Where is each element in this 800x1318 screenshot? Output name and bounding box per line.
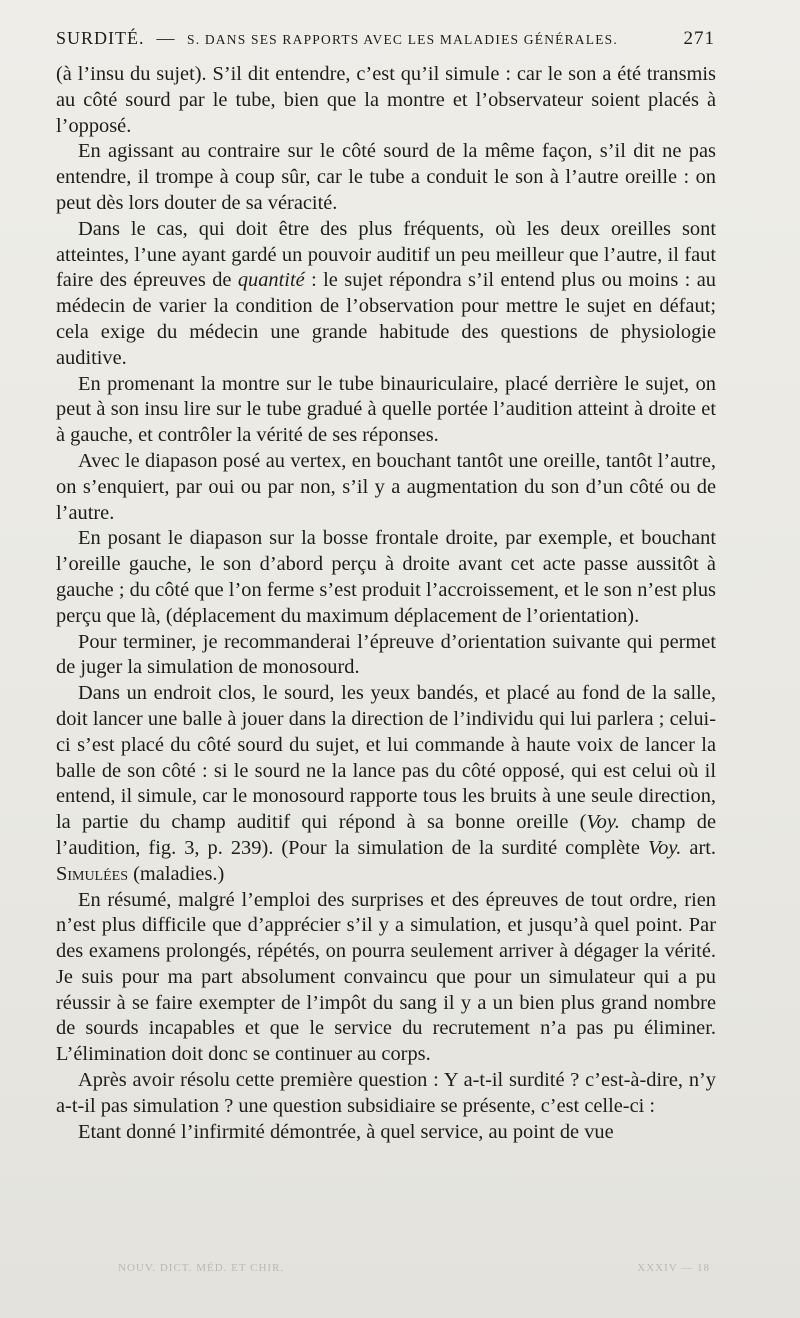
paragraph-8-text-c: art. — [681, 836, 716, 859]
paragraph-8-text-a: Dans un endroit clos, le sourd, les yeux bandés, et placé au fond de la salle, doit lancer une balle à jouer dans la direction de l’individu qui lui parlera ; celui-ci s’est placé du côté sourd du sujet, et lui commande à haute voix de lancer la balle de son côté : si le sourd ne la lance pas du côté opposé, qui est celui où il entend, il simule, car le monosourd rapporte tous les bruits à une seule direction, la partie du champ auditif qui répond à sa bonne oreille ( — [56, 682, 716, 834]
footer-left: NOUV. DICT. MÉD. ET CHIR. — [118, 1262, 285, 1274]
paragraph-4: En promenant la montre sur le tube binauriculaire, placé derrière le sujet, on peut à son insu lire sur le tube gradué à quelle portée l’audition atteint à droite et à gauche, et contrôler la vérité de ses réponses. — [56, 372, 716, 447]
paragraph-2: En agissant au contraire sur le côté sourd de la même façon, s’il dit ne pas entendre, il trompe à coup sûr, car le tube a conduit le son à l’autre oreille : on peut dès lors douter de sa véracité. — [56, 140, 716, 214]
paragraph-5: Avec le diapason posé au vertex, en bouchant tantôt une oreille, tantôt l’autre, on s’enquiert, par oui ou par non, s’il y a augmentation du son d’un côté ou de l’autre. — [56, 449, 716, 524]
paragraph-3 — [56, 217, 716, 372]
paragraph-3-emphasis: quantité — [237, 269, 305, 292]
paragraph-3-text-b: : le sujet répondra s’il entend plus ou moins : au médecin de varier la condition de l’observation pour mettre le sujet en défaut; cela exige du médecin une grande habitude des questions de physiologie auditive. — [56, 269, 716, 369]
running-head-subtitle: S. DANS SES RAPPORTS AVEC LES MALADIES GÉNÉRALES. — [187, 32, 618, 47]
footer-right: XXXIV — 18 — [637, 1262, 710, 1274]
paragraph-6: En posant le diapason sur la bosse frontale droite, par exemple, et bouchant l’oreille gauche, le son d’abord perçu à droite avant cet acte passe aussitôt à gauche ; du côté que l’on ferme s’est produit l’accroissement, et le son n’est plus perçu que là, (déplacement du maximum déplacement de l’orientation). — [56, 527, 716, 627]
paragraph-10: Après avoir résolu cette première question : Y a-t-il surdité ? c’est-à-dire, n’y a-t-il pas simulation ? une question subsidiaire se présente, c’est celle-ci : — [56, 1069, 716, 1117]
paragraph-8 — [56, 681, 716, 887]
paragraph-7: Pour terminer, je recommanderai l’épreuve d’orientation suivante qui permet de juger la simulation de monosourd. — [56, 630, 716, 679]
running-head-title: SURDITÉ. — [56, 28, 145, 48]
paragraph-3-text-a: Dans le cas, qui doit être des plus fréquents, où les deux oreilles sont atteintes, l’une ayant gardé un pouvoir auditif un peu meilleur que l’autre, il faut faire des épreuves de — [56, 217, 716, 292]
paragraph-1: (à l’insu du sujet). S’il dit entendre, c’est qu’il simule : car le son a été transmis au côté sourd par le tube, bien que la montre et l’observateur soient placés à l’opposé. — [56, 63, 716, 137]
paragraph-8-emphasis-voy-2: Voy. — [647, 836, 682, 859]
page-number: 271 — [683, 28, 715, 49]
body-text — [56, 62, 716, 1145]
paragraph-9: En résumé, malgré l’emploi des surprises et des épreuves de tout ordre, rien n’est plus difficile que d’apprécier s’il y a simulation, et jusqu’à quel point. Par des examens prolongés, répétés, on pourra seulement arriver à dégager la vérité. Je suis pour ma part absolument convaincu que pour un simulateur qui a pu réussir à se faire exempter de l’impôt du sang il y a un bien plus grand nombre de sourds incapables et que le service du recrutement n’a pas pu éliminer. L’élimination doit donc se continuer au corps. — [56, 888, 716, 1066]
paragraph-8-text-b: champ de l’audition, fig. 3, p. 239). (Pour la simulation de la surdité complète — [56, 811, 717, 859]
paragraph-8-small-caps: Simulées — [56, 862, 129, 885]
paragraph-8-text-d: (maladies.) — [128, 862, 225, 885]
paragraph-8-emphasis-voy-1: Voy. — [586, 811, 620, 834]
footer-signature — [118, 1262, 710, 1274]
running-head-dash: — — [156, 28, 175, 48]
paragraph-11: Etant donné l’infirmité démontrée, à quel service, au point de vue — [78, 1120, 614, 1143]
running-head — [56, 28, 715, 58]
